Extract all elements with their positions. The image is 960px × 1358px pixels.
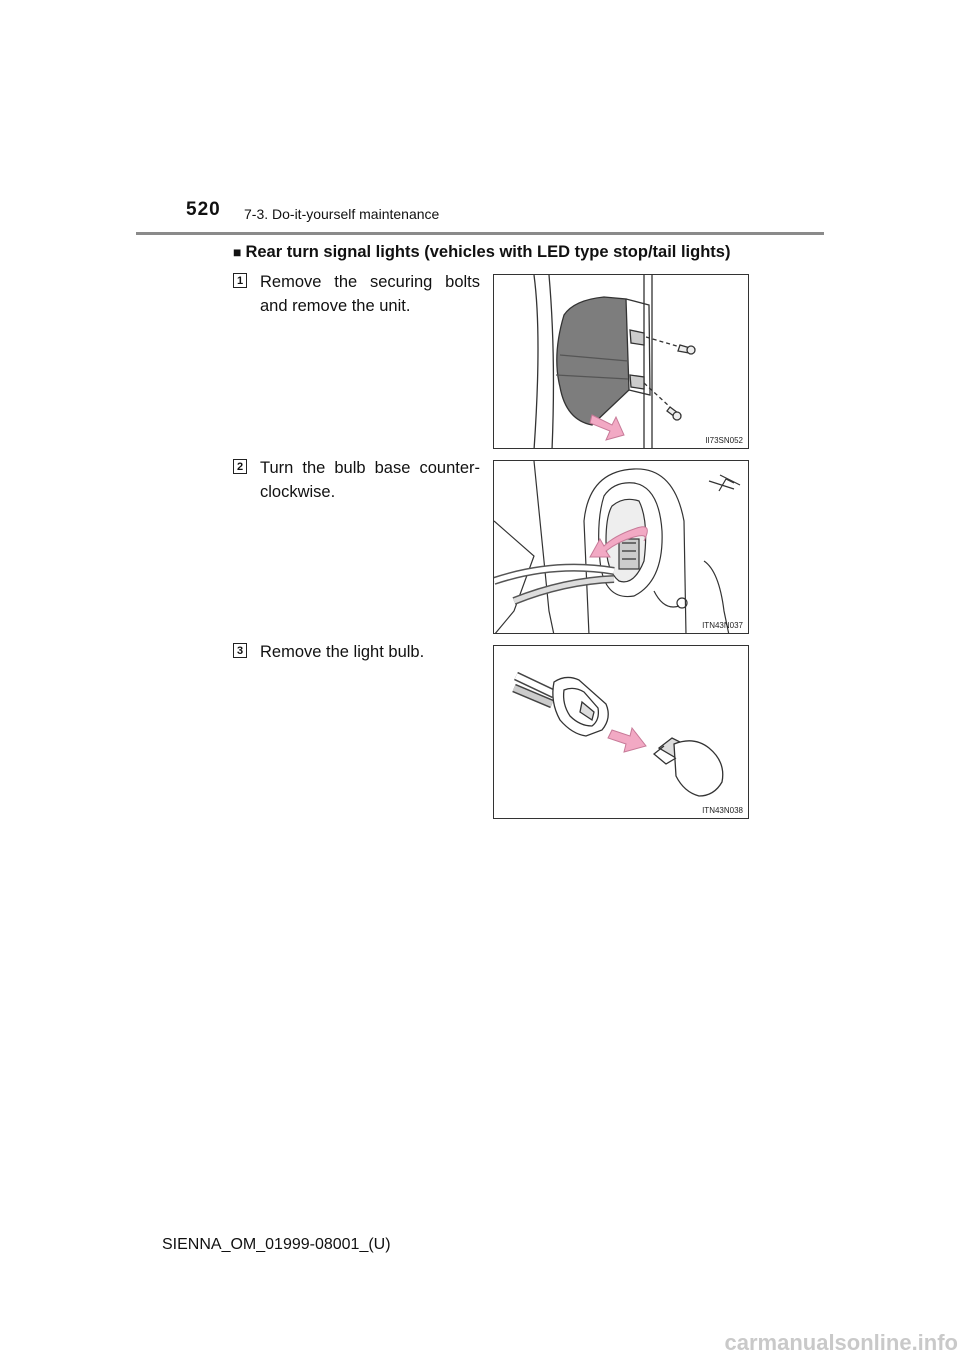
figure-1 bbox=[493, 274, 749, 449]
figure-3 bbox=[493, 645, 749, 819]
step-text-3: Remove the light bulb. bbox=[260, 643, 425, 661]
pull-direction-arrow bbox=[590, 415, 624, 440]
pull-out-arrow bbox=[608, 728, 646, 752]
section-title: 7-3. Do-it-yourself maintenance bbox=[244, 206, 440, 222]
heading-bullet-icon: ■ bbox=[233, 244, 242, 260]
step-number-3: 3 bbox=[233, 643, 247, 658]
footer-doc-id: SIENNA_OM_01999-08001_(U) bbox=[162, 1236, 391, 1253]
header-rule bbox=[136, 232, 824, 235]
figure-code-1: II73SN052 bbox=[705, 436, 743, 445]
page-number: 520 bbox=[186, 199, 221, 220]
bulb-removal-illustration bbox=[494, 646, 749, 819]
figure-code-3: ITN43N038 bbox=[702, 806, 743, 815]
figure-code-2: ITN43N037 bbox=[702, 621, 743, 630]
step-number-1: 1 bbox=[233, 273, 247, 288]
tail-light-removal-illustration bbox=[494, 275, 749, 449]
figure-2 bbox=[493, 460, 749, 634]
step-text-2: Turn the bulb base counter-clockwise. bbox=[260, 459, 480, 501]
step-text-1: Remove the securing bolts and remove the unit. bbox=[260, 273, 480, 315]
bulb-base-turn-illustration bbox=[494, 461, 749, 634]
section-heading bbox=[233, 243, 730, 262]
step-number-2: 2 bbox=[233, 459, 247, 474]
watermark: carmanualsonline.info bbox=[724, 1330, 958, 1355]
heading-text: Rear turn signal lights (vehicles with LED type stop/tail lights) bbox=[245, 243, 731, 261]
